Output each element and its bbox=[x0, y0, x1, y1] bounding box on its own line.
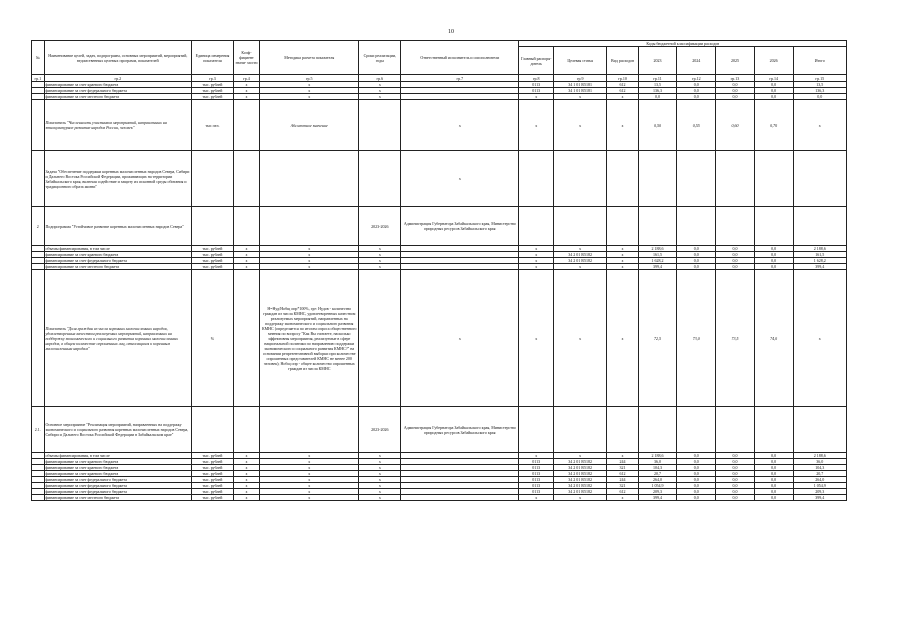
row-2025: 0,0 bbox=[716, 465, 755, 471]
col-unit-header: Единица измерения показателя bbox=[192, 41, 234, 75]
indicator-2023: 72,5 bbox=[638, 270, 677, 407]
row-terms: х bbox=[359, 82, 401, 88]
row-2024: 0,0 bbox=[677, 94, 716, 100]
row-2026: 0,0 bbox=[754, 82, 793, 88]
row-terms: х bbox=[359, 264, 401, 270]
row-2023: 1 054,9 bbox=[638, 483, 677, 489]
row-total: 2 188,6 bbox=[793, 453, 847, 459]
row-method: х bbox=[260, 483, 359, 489]
colnum-cell: гр.12 bbox=[677, 75, 716, 82]
subprogram-row bbox=[32, 207, 847, 246]
row-2024: 0,0 bbox=[677, 258, 716, 264]
row-2023: 0,0 bbox=[638, 94, 677, 100]
col-2026-header: 2026 bbox=[754, 47, 793, 75]
row-2023: 136,3 bbox=[638, 88, 677, 94]
row-unit: тыс. рублей bbox=[192, 88, 234, 94]
row-unit: тыс. рублей bbox=[192, 477, 234, 483]
indicator-grbs: х bbox=[519, 100, 554, 151]
row-2026: 0,0 bbox=[754, 88, 793, 94]
row-2025: 0,0 bbox=[716, 495, 755, 501]
row-2024: 0,0 bbox=[677, 471, 716, 477]
row-method: х bbox=[260, 465, 359, 471]
row-csr: х bbox=[553, 453, 606, 459]
subprogram-rows bbox=[32, 246, 847, 270]
row-coef: х bbox=[233, 489, 259, 495]
row-vr: х bbox=[607, 246, 638, 252]
subprogram-terms: 2023-2026 bbox=[359, 207, 401, 246]
row-vr: 321 bbox=[607, 483, 638, 489]
indicator-method: Н=Нуд/Нобщ опр*100%, где: Нудов - количество граждан из числа КМНС, удовлетворенных качеством реализуемых мероприятий, направленных на поддержку экономического и социального развития КМНС (определяется по итогам опроса общественного мнения по вопросу "Как Вы считаете, насколько эффективны мероприятия, реализуемые в сфере национальной политики по направлению поддержки экономического и социального развития КМНС?" на основании репрезентативной выборки при количестве опрошенных представителей КМНС не менее 200 человек); Нобщ опр - общее количество опрошенных граждан из числа КМНС bbox=[260, 270, 359, 407]
row-2025: 0,0 bbox=[716, 459, 755, 465]
row-2023: 399,4 bbox=[638, 495, 677, 501]
row-csr: х bbox=[553, 94, 606, 100]
row-coef: х bbox=[233, 82, 259, 88]
indicator-exec: х bbox=[401, 270, 519, 407]
row-grbs: 0113 bbox=[519, 483, 554, 489]
indicator-unit: % bbox=[192, 270, 234, 407]
event-rows bbox=[32, 453, 847, 501]
row-2025: 0,0 bbox=[716, 94, 755, 100]
row-unit: тыс. рублей bbox=[192, 258, 234, 264]
row-total: 1 628,2 bbox=[793, 258, 847, 264]
row-exec bbox=[401, 495, 519, 501]
row-2025: 0,0 bbox=[716, 264, 755, 270]
row-csr: 34 2 01 R5182 bbox=[553, 471, 606, 477]
row-coef: х bbox=[233, 495, 259, 501]
row-2024: 0,0 bbox=[677, 88, 716, 94]
row-grbs: х bbox=[519, 495, 554, 501]
row-2024: 0,0 bbox=[677, 246, 716, 252]
row-2023: 20,7 bbox=[638, 471, 677, 477]
row-grbs: 0113 bbox=[519, 489, 554, 495]
row-csr: 34 2 01 R5182 bbox=[553, 477, 606, 483]
row-coef: х bbox=[233, 88, 259, 94]
row-terms: х bbox=[359, 459, 401, 465]
row-csr: 34 2 01 R5182 bbox=[553, 258, 606, 264]
row-grbs: х bbox=[519, 94, 554, 100]
row-total: 136,3 bbox=[793, 88, 847, 94]
task-name: Задача "Обеспечение поддержки коренных малочисленных народов Севера, Сибири и Дальнего Востока Российской Федерации, проживающих на территории Забайкальского края, включая содействие и защиту их исконной среды обитания и традиционного образа жизни" bbox=[44, 151, 192, 207]
row-name: финансирование за счет местного бюджета bbox=[44, 495, 192, 501]
row-2026: 0,0 bbox=[754, 495, 793, 501]
row-grbs: 0113 bbox=[519, 471, 554, 477]
row-terms: х bbox=[359, 495, 401, 501]
row-2025: 0,0 bbox=[716, 246, 755, 252]
event-terms: 2023-2026 bbox=[359, 407, 401, 453]
col-vr-header: Вид расходов bbox=[607, 47, 638, 75]
row-2025: 0,0 bbox=[716, 471, 755, 477]
row-method: х bbox=[260, 495, 359, 501]
row-method: х bbox=[260, 252, 359, 258]
indicator-name: Показатель "Численность участников мероприятий, направленных на этнокультурное развитие народов России, человек" bbox=[44, 100, 192, 151]
row-terms: х bbox=[359, 483, 401, 489]
row-name: финансирование за счет федерального бюджета bbox=[44, 483, 192, 489]
row-unit: тыс. рублей bbox=[192, 483, 234, 489]
indicator-row bbox=[32, 100, 847, 151]
col-exec-header: Ответственный исполнитель и соисполнители bbox=[401, 41, 519, 75]
row-2023: 104,3 bbox=[638, 465, 677, 471]
row-csr: 34 2 01 R5182 bbox=[553, 459, 606, 465]
indicator-2024: 73,0 bbox=[677, 270, 716, 407]
row-method: х bbox=[260, 258, 359, 264]
row-2024: 0,0 bbox=[677, 459, 716, 465]
row-name: финансирование за счет краевого бюджета bbox=[44, 82, 192, 88]
row-vr: х bbox=[607, 94, 638, 100]
row-csr: х bbox=[553, 264, 606, 270]
row-vr: 612 bbox=[607, 471, 638, 477]
row-total: 0,0 bbox=[793, 94, 847, 100]
row-coef: х bbox=[233, 264, 259, 270]
row-method: х bbox=[260, 477, 359, 483]
indicator-csr: х bbox=[553, 100, 606, 151]
row-method: х bbox=[260, 82, 359, 88]
indicator-2025: 0,60 bbox=[716, 100, 755, 151]
indicator-total: х bbox=[793, 100, 847, 151]
colnum-cell: гр.5 bbox=[260, 75, 359, 82]
table-row bbox=[32, 495, 847, 501]
row-grbs: 0113 bbox=[519, 465, 554, 471]
row-vr: х bbox=[607, 252, 638, 258]
row-2025: 0,0 bbox=[716, 88, 755, 94]
row-2024: 0,0 bbox=[677, 477, 716, 483]
row-name: финансирование за счет местного бюджета bbox=[44, 94, 192, 100]
row-2024: 0,0 bbox=[677, 489, 716, 495]
row-coef: х bbox=[233, 94, 259, 100]
row-name: финансирование за счет федерального бюджета bbox=[44, 258, 192, 264]
row-vr: х bbox=[607, 453, 638, 459]
row-2026: 0,0 bbox=[754, 264, 793, 270]
row-2026: 0,0 bbox=[754, 471, 793, 477]
row-name: объемы финансирования, в том числе bbox=[44, 246, 192, 252]
row-total: 1 054,9 bbox=[793, 483, 847, 489]
row-terms: х bbox=[359, 94, 401, 100]
subprogram-exec: Администрация Губернатора Забайкальского края, Министерство природных ресурсов Забайкальского края bbox=[401, 207, 519, 246]
row-total: 2 188,6 bbox=[793, 246, 847, 252]
row-vr: х bbox=[607, 258, 638, 264]
row-2023: 399,4 bbox=[638, 264, 677, 270]
row-coef: х bbox=[233, 258, 259, 264]
indicator-2026: 0,70 bbox=[754, 100, 793, 151]
indicator-method: Абсолютное значение bbox=[260, 100, 359, 151]
col-no-header: № bbox=[32, 41, 45, 75]
row-2023: 2 188,6 bbox=[638, 453, 677, 459]
indicator-exec: х bbox=[401, 100, 519, 151]
row-method: х bbox=[260, 264, 359, 270]
row-csr: 34 1 01 R5181 bbox=[553, 88, 606, 94]
row-method: х bbox=[260, 489, 359, 495]
colnum-cell: гр.11 bbox=[638, 75, 677, 82]
row-coef: х bbox=[233, 483, 259, 489]
col-terms-header: Сроки реализации, годы bbox=[359, 41, 401, 75]
indicator-csr: х bbox=[553, 270, 606, 407]
indicator-row bbox=[32, 270, 847, 407]
row-2023: 161,5 bbox=[638, 252, 677, 258]
row-name: финансирование за счет краевого бюджета bbox=[44, 471, 192, 477]
row-coef: х bbox=[233, 465, 259, 471]
task-row bbox=[32, 151, 847, 207]
row-unit: тыс. рублей bbox=[192, 82, 234, 88]
row-no bbox=[32, 495, 45, 501]
row-terms: х bbox=[359, 246, 401, 252]
colnum-cell: гр.4 bbox=[233, 75, 259, 82]
row-total: 161,5 bbox=[793, 252, 847, 258]
column-numbers-row bbox=[32, 75, 847, 82]
row-csr: х bbox=[553, 495, 606, 501]
row-2025: 0,0 bbox=[716, 489, 755, 495]
row-total: 20,7 bbox=[793, 471, 847, 477]
row-2025: 0,0 bbox=[716, 82, 755, 88]
indicator-2025: 73,5 bbox=[716, 270, 755, 407]
row-2024: 0,0 bbox=[677, 465, 716, 471]
colnum-cell: гр.3 bbox=[192, 75, 234, 82]
row-grbs: 0113 bbox=[519, 88, 554, 94]
row-csr: 34 2 01 R5182 bbox=[553, 465, 606, 471]
row-2026: 0,0 bbox=[754, 477, 793, 483]
row-2024: 0,0 bbox=[677, 483, 716, 489]
indicator-total: х bbox=[793, 270, 847, 407]
row-unit: тыс. рублей bbox=[192, 459, 234, 465]
event-exec: Администрация Губернатора Забайкальского края, Министерство природных ресурсов Забайкальского края bbox=[401, 407, 519, 453]
row-2026: 0,0 bbox=[754, 258, 793, 264]
row-vr: 321 bbox=[607, 465, 638, 471]
row-grbs: х bbox=[519, 453, 554, 459]
row-2023: 13,5 bbox=[638, 82, 677, 88]
row-unit: тыс. рублей bbox=[192, 246, 234, 252]
colnum-cell: гр.15 bbox=[793, 75, 847, 82]
row-2025: 0,0 bbox=[716, 483, 755, 489]
row-name: финансирование за счет местного бюджета bbox=[44, 264, 192, 270]
row-method: х bbox=[260, 453, 359, 459]
row-name: финансирование за счет краевого бюджета bbox=[44, 459, 192, 465]
row-terms: х bbox=[359, 258, 401, 264]
colnum-cell: гр.7 bbox=[401, 75, 519, 82]
row-2026: 0,0 bbox=[754, 465, 793, 471]
top-rows bbox=[32, 82, 847, 100]
row-total: 104,3 bbox=[793, 465, 847, 471]
row-coef: х bbox=[233, 453, 259, 459]
row-2024: 0,0 bbox=[677, 495, 716, 501]
row-2024: 0,0 bbox=[677, 252, 716, 258]
col-method-header: Методика расчета показателя bbox=[260, 41, 359, 75]
col-csr-header: Целевая статья bbox=[553, 47, 606, 75]
colnum-cell: гр.10 bbox=[607, 75, 638, 82]
subprogram-name: Подпрограмма "Устойчивое развитие коренных малочисленных народов Севера" bbox=[44, 207, 192, 246]
row-name: финансирование за счет краевого бюджета bbox=[44, 465, 192, 471]
row-csr: 34 2 01 R5182 bbox=[553, 489, 606, 495]
row-name: объемы финансирования, в том числе bbox=[44, 453, 192, 459]
row-vr: 244 bbox=[607, 477, 638, 483]
subprogram-no: 2 bbox=[32, 207, 45, 246]
row-coef: х bbox=[233, 459, 259, 465]
row-terms: х bbox=[359, 489, 401, 495]
row-2025: 0,0 bbox=[716, 252, 755, 258]
row-2026: 0,0 bbox=[754, 94, 793, 100]
colnum-cell: гр.13 bbox=[716, 75, 755, 82]
event-name: Основное мероприятие "Реализация мероприятий, направленных на поддержку экономического и социального развития коренных малочисленных народов Севера, Сибири и Дальнего Востока Российской Федерации в Забайкальском крае" bbox=[44, 407, 192, 453]
row-total: 209,3 bbox=[793, 489, 847, 495]
row-total: 399,4 bbox=[793, 495, 847, 501]
row-method: х bbox=[260, 88, 359, 94]
main-event-row bbox=[32, 407, 847, 453]
row-name: финансирование за счет краевого бюджета bbox=[44, 252, 192, 258]
row-vr: 612 bbox=[607, 489, 638, 495]
col-2025-header: 2025 bbox=[716, 47, 755, 75]
row-coef: х bbox=[233, 471, 259, 477]
row-2024: 0,0 bbox=[677, 264, 716, 270]
row-2023: 36,0 bbox=[638, 459, 677, 465]
row-total: 264,0 bbox=[793, 477, 847, 483]
row-vr: х bbox=[607, 264, 638, 270]
row-csr: 34 1 01 R5181 bbox=[553, 82, 606, 88]
row-unit: тыс. рублей bbox=[192, 252, 234, 258]
row-terms: х bbox=[359, 471, 401, 477]
col-grbs-header: Главный распоря- дитель bbox=[519, 47, 554, 75]
row-2023: 2 188,6 bbox=[638, 246, 677, 252]
indicator-grbs: х bbox=[519, 270, 554, 407]
row-total: 399,4 bbox=[793, 264, 847, 270]
row-csr: 34 2 01 R5182 bbox=[553, 252, 606, 258]
row-grbs: 0113 bbox=[519, 459, 554, 465]
row-unit: тыс. рублей bbox=[192, 264, 234, 270]
row-name: финансирование за счет федерального бюджета bbox=[44, 88, 192, 94]
col-total-header: Итого bbox=[793, 47, 847, 75]
row-coef: х bbox=[233, 477, 259, 483]
row-vr: х bbox=[607, 495, 638, 501]
event-no: 2.1. bbox=[32, 407, 45, 453]
row-2026: 0,0 bbox=[754, 252, 793, 258]
row-coef: х bbox=[233, 252, 259, 258]
row-csr: х bbox=[553, 246, 606, 252]
colnum-cell: гр.9 bbox=[553, 75, 606, 82]
row-unit: тыс. рублей bbox=[192, 489, 234, 495]
row-2023: 1 628,2 bbox=[638, 258, 677, 264]
row-unit: тыс. рублей bbox=[192, 453, 234, 459]
row-2023: 264,0 bbox=[638, 477, 677, 483]
row-grbs: х bbox=[519, 252, 554, 258]
row-grbs: х bbox=[519, 246, 554, 252]
indicator-vr: х bbox=[607, 100, 638, 151]
row-terms: х bbox=[359, 88, 401, 94]
row-2026: 0,0 bbox=[754, 489, 793, 495]
col-name-header: Наименование целей, задач, подпрограмм, основных мероприятий, мероприятий, ведомственных целевых программ, показателей bbox=[44, 41, 192, 75]
program-table bbox=[31, 40, 847, 501]
row-2026: 0,0 bbox=[754, 453, 793, 459]
indicator-2023: 0,50 bbox=[638, 100, 677, 151]
colnum-cell: гр.1 bbox=[32, 75, 45, 82]
col-2024-header: 2024 bbox=[677, 47, 716, 75]
row-name: финансирование за счет федерального бюджета bbox=[44, 489, 192, 495]
col-codes-header: Коды бюджетной классификации расходов bbox=[519, 41, 847, 47]
row-2023: 209,3 bbox=[638, 489, 677, 495]
row-method: х bbox=[260, 471, 359, 477]
row-method: х bbox=[260, 94, 359, 100]
col-2023-header: 2023 bbox=[638, 47, 677, 75]
row-grbs: 0113 bbox=[519, 82, 554, 88]
row-2026: 0,0 bbox=[754, 459, 793, 465]
indicator-unit: тыс.чел. bbox=[192, 100, 234, 151]
indicator-2026: 74,0 bbox=[754, 270, 793, 407]
row-terms: х bbox=[359, 453, 401, 459]
row-coef: х bbox=[233, 246, 259, 252]
row-unit: тыс. рублей bbox=[192, 465, 234, 471]
row-2025: 0,0 bbox=[716, 453, 755, 459]
row-terms: х bbox=[359, 465, 401, 471]
row-2026: 0,0 bbox=[754, 246, 793, 252]
page-number: 10 bbox=[448, 29, 454, 35]
row-grbs: х bbox=[519, 264, 554, 270]
row-2024: 0,0 bbox=[677, 453, 716, 459]
row-name: финансирование за счет федерального бюджета bbox=[44, 477, 192, 483]
row-grbs: 0113 bbox=[519, 477, 554, 483]
row-vr: 244 bbox=[607, 459, 638, 465]
row-2025: 0,0 bbox=[716, 477, 755, 483]
row-2024: 0,0 bbox=[677, 82, 716, 88]
row-total: 36,0 bbox=[793, 459, 847, 465]
indicator-name: Показатель "Доля граждан из числа коренных малочисленных народов, удовлетворенных качеством реализуемых мероприятий, направленных на поддержку экономического и социального развития коренных малочисленных народов, в общем количестве опрошенных лиц, относящихся к коренным малочисленным народам" bbox=[44, 270, 192, 407]
row-terms: х bbox=[359, 252, 401, 258]
row-unit: тыс. рублей bbox=[192, 94, 234, 100]
row-unit: тыс. рублей bbox=[192, 471, 234, 477]
colnum-cell: гр.14 bbox=[754, 75, 793, 82]
row-unit: тыс. рублей bbox=[192, 495, 234, 501]
row-2026: 0,0 bbox=[754, 483, 793, 489]
task-exec: х bbox=[401, 151, 519, 207]
colnum-cell: гр.2 bbox=[44, 75, 192, 82]
row-method: х bbox=[260, 246, 359, 252]
row-vr: 612 bbox=[607, 82, 638, 88]
row-method: х bbox=[260, 459, 359, 465]
indicator-2024: 0,55 bbox=[677, 100, 716, 151]
row-terms: х bbox=[359, 477, 401, 483]
colnum-cell: гр.6 bbox=[359, 75, 401, 82]
row-grbs: х bbox=[519, 258, 554, 264]
colnum-cell: гр.8 bbox=[519, 75, 554, 82]
col-coef-header: Коэф- фициент значи- мости bbox=[233, 41, 259, 75]
indicator-vr: х bbox=[607, 270, 638, 407]
row-vr: 612 bbox=[607, 88, 638, 94]
row-2025: 0,0 bbox=[716, 258, 755, 264]
row-total: 13,5 bbox=[793, 82, 847, 88]
row-csr: 34 2 01 R5182 bbox=[553, 483, 606, 489]
